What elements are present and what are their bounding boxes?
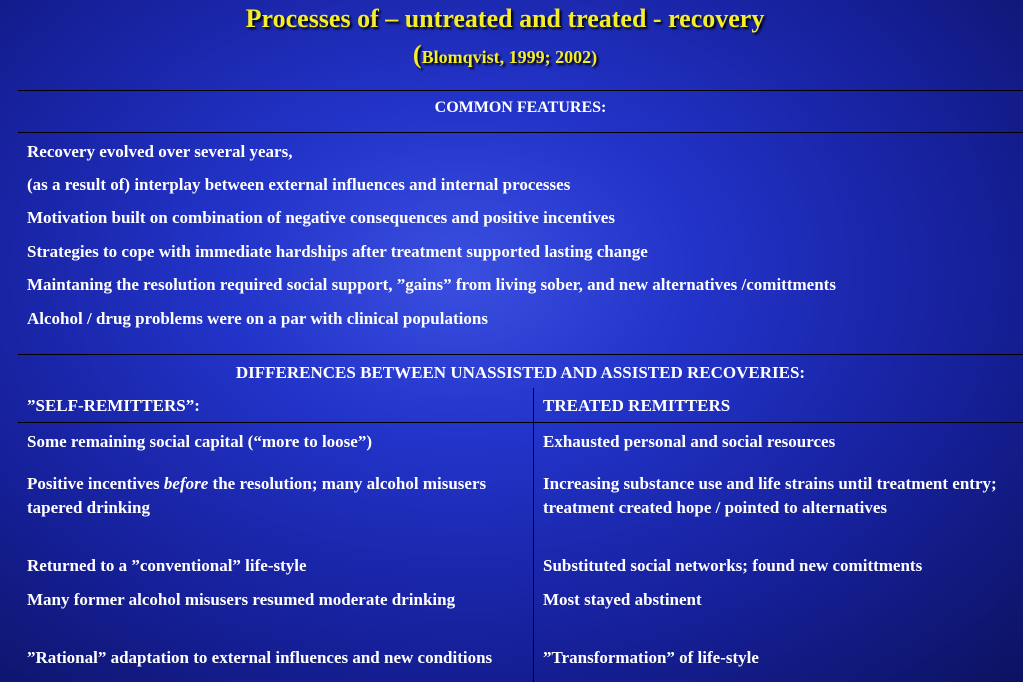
self-remitters-header: ”SELF-REMITTERS”: [27, 396, 200, 415]
differences-top-border [18, 354, 1023, 355]
common-features-header: COMMON FEATURES: [434, 99, 607, 116]
self-remitter-row: Returned to a ”conventional” life-style [27, 556, 307, 575]
slide-subtitle [0, 40, 1010, 70]
self-remitter-row: ”Rational” adaptation to external influences and new conditions [27, 648, 493, 667]
common-item: Strategies to cope with immediate hardships after treatment supported lasting change [27, 242, 648, 261]
column-divider [533, 388, 534, 682]
treated-remitter-row: Most stayed abstinent [543, 590, 702, 609]
table-top-border [18, 90, 1023, 91]
self-remitter-row: Many former alcohol misusers resumed moderate drinking [27, 590, 456, 609]
self-remitter-row [27, 472, 517, 520]
treated-remitter-row: Substituted social networks; found new comittments [543, 556, 923, 575]
differences-header: DIFFERENCES BETWEEN UNASSISTED AND ASSISTED RECOVERIES: [235, 363, 806, 382]
row-text: the resolution; many alcohol misusers tapered drinking [27, 474, 487, 517]
treated-remitter-row: Exhausted personal and social resources [543, 432, 836, 451]
row-text: Positive incentives [27, 474, 164, 493]
treated-remitter-row: ”Transformation” of life-style [543, 648, 759, 667]
self-remitter-row: Some remaining social capital (“more to loose”) [27, 432, 372, 451]
common-item: Maintaning the resolution required social support, ”gains” from living sober, and new alternatives /comittments [27, 275, 836, 294]
column-header-divider [18, 422, 1023, 423]
row-emphasis: before [163, 474, 209, 493]
treated-remitters-header: TREATED REMITTERS [543, 396, 731, 415]
common-item: Alcohol / drug problems were on a par with clinical populations [27, 309, 488, 328]
common-item: Recovery evolved over several years, [27, 142, 293, 161]
slide-title: Processes of – untreated and treated - recovery [245, 4, 765, 33]
common-item: Motivation built on combination of negative consequences and positive incentives [27, 208, 615, 227]
common-header-divider [18, 132, 1023, 133]
common-item: (as a result of) interplay between external influences and internal processes [27, 175, 571, 194]
subtitle-citation: Blomqvist, 1999; 2002) [421, 47, 598, 67]
subtitle-paren: ( [412, 40, 422, 69]
treated-remitter-row: Increasing substance use and life strains until treatment entry; treatment created hope / pointed to alternatives [543, 474, 997, 517]
